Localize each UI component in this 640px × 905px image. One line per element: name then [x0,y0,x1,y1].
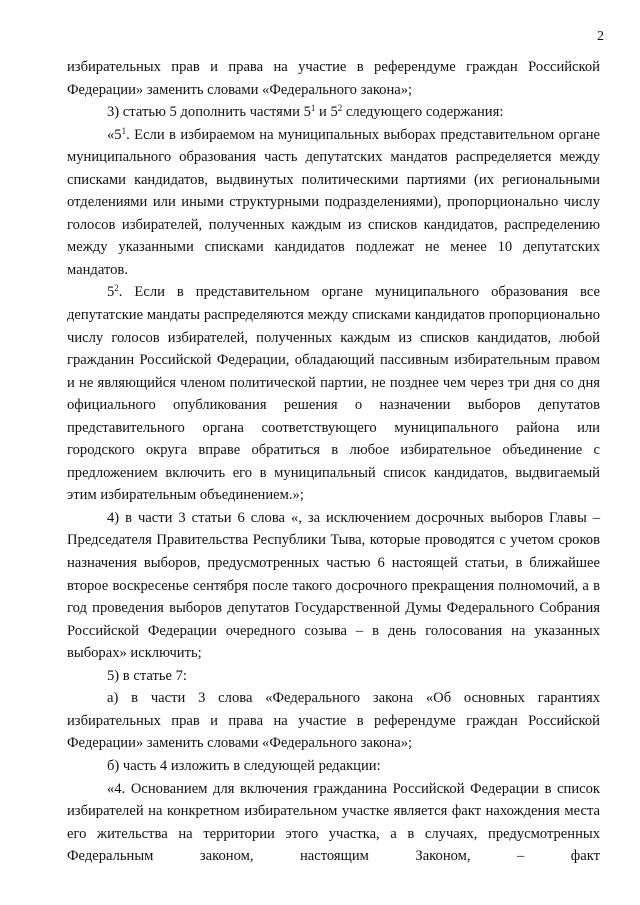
paragraph-item-5: 5) в статье 7: [107,667,187,684]
document-body [67,56,600,868]
paragraph-item-3: 3) статью 5 дополнить частями $5^1$ и $5^2$ следующего содержания: [107,103,504,121]
paragraph-part-4-quote: «4. Основанием для включения гражданина Российской Федерации в список избирателей на конкретном избирательном участке является факт нахождения места его жительства на территории этого участка, а в случаях, предусмотренных Федеральным законом, настоящим Законом, – факт [67,780,600,865]
paragraph-item-4: 4) в части 3 статьи 6 слова «, за исключением досрочных выборов Главы – Председателя Правительства Республики Тыва, которые проводятся с учетом сроков назначения выборов, предусмотренных частью 6 настоящей статьи, в ближайшее второе воскресенье сентября после такого досрочного прекращения полномочий, а в год проведения выборов депутатов Государственной Думы Федерального Собрания Российской Федерации очередного созыва – в день голосования на указанных выборах» исключить; [67,509,600,662]
paragraph-part-5-2: $5^2$. Если в представительном органе муниципального образования все депутатские мандаты распределяются между списками кандидатов пропорционально числу голосов избирателей, полученных каждым из списков кандидатов, любой гражданин Российской Федерации, обладающий пассивным избирательным правом и не являющийся членом политической партии, не позднее чем через три дня со дня официального опубликования решения о назначении выборов депутатов представительного органа соответствующего муниципального района или городского округа вправе обратиться в любое избирательное объединение с предложением включить его в муниципальный список кандидатов, выдвигаемый этим избирательным объединением.»; [67,283,600,504]
paragraph-continuation: избирательных прав и права на участие в референдуме граждан Российской Федерации» заменить словами «Федерального закона»; [67,59,600,98]
page-number: 2 [597,29,604,44]
paragraph-part-5-1: «$5^1$. Если в избираемом на муниципальных выборах представительном органе муниципального образования часть депутатских мандатов распределяется между списками кандидатов, выдвинутых политическими партиями (их региональными отделениями или иными структурными подразделениями), пропорционально числу голосов избирателей, полученных каждым из списков кандидатов, распределению между указанными списками кандидатов подлежат не менее 10 депутатских мандатов. [67,125,600,278]
paragraph-subitem-a: а) в части 3 слова «Федерального закона «Об основных гарантиях избирательных прав и права на участие в референдуме граждан Российской Федерации» заменить словами «Федерального закона»; [67,690,600,752]
paragraph-subitem-b: б) часть 4 изложить в следующей редакции: [107,757,381,774]
